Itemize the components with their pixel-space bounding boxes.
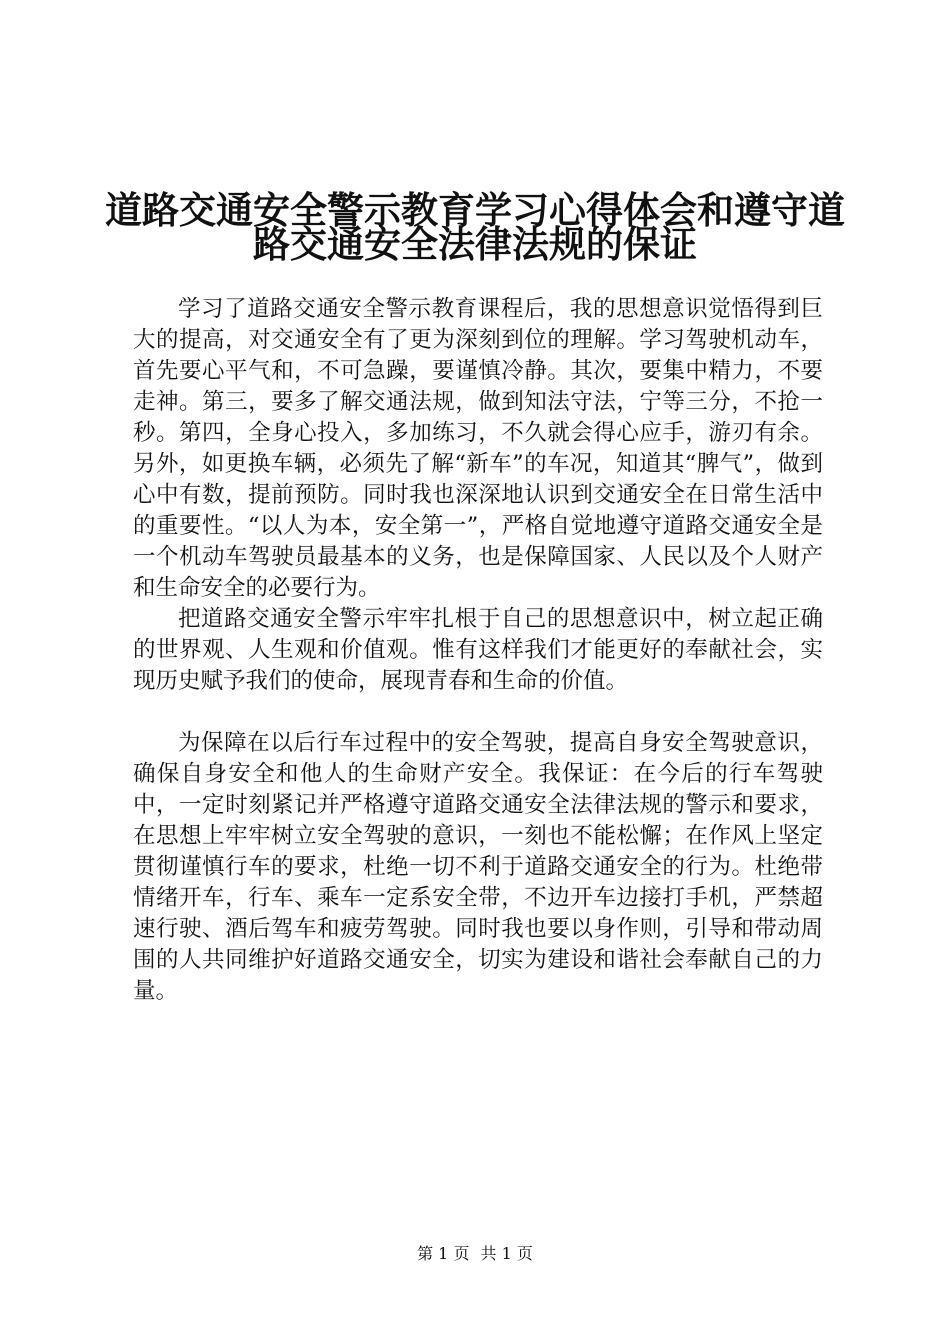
document-body: [133, 294, 823, 1007]
page-number: 第 1 页: [417, 1244, 470, 1263]
page-title-line-1: 道路交通安全警示教育学习心得体会和遵守道: [105, 188, 845, 232]
page-total: 共 1 页: [480, 1244, 533, 1263]
body-paragraph-1: 学习了道路交通安全警示教育课程后，我的思想意识觉悟得到巨大的提高，对交通安全有了更为深刻到位的理解。学习驾驶机动车，首先要心平气和，不可急躁，要谨慎冷静。其次，要集中精力，不要走神。第三，要多了解交通法规，做到知法守法，宁等三分，不抢一秒。第四，全身心投入，多加练习，不久就会得心应手，游刃有余。另外，如更换车辆，必须先了解“新车”的车况，知道其“脾气”，做到心中有数，提前预防。同时我也深深地认识到交通安全在日常生活中的重要性。“以人为本，安全第一”，严格自觉地遵守道路交通安全是一个机动车驾驶员最基本的义务，也是保障国家、人民以及个人财产和生命安全的必要行为。: [133, 296, 823, 601]
page-title-line-2: 路交通安全法律法规的保证: [253, 222, 697, 266]
body-paragraph-3: 为保障在以后行车过程中的安全驾驶，提高自身安全驾驶意识，确保自身安全和他人的生命财产安全。我保证：在今后的行车驾驶中，一定时刻紧记并严格遵守道路交通安全法律法规的警示和要求，在思想上牢牢树立安全驾驶的意识，一刻也不能松懈；在作风上坚定贯彻谨慎行车的要求，杜绝一切不利于道路交通安全的行为。杜绝带情绪开车，行车、乘车一定系安全带，不边开车边接打手机，严禁超速行驶、酒后驾车和疲劳驾驶。同时我也要以身作则，引导和带动周围的人共同维护好道路交通安全，切实为建设和谐社会奉献自己的力量。: [133, 730, 823, 1004]
body-paragraph-2: 把道路交通安全警示牢牢扎根于自己的思想意识中，树立起正确的世界观、人生观和价值观。惟有这样我们才能更好的奉献社会，实现历史赋予我们的使命，展现青春和生命的价值。: [133, 606, 823, 694]
page-footer: [0, 1242, 950, 1266]
paragraph-spacer: [133, 697, 823, 728]
